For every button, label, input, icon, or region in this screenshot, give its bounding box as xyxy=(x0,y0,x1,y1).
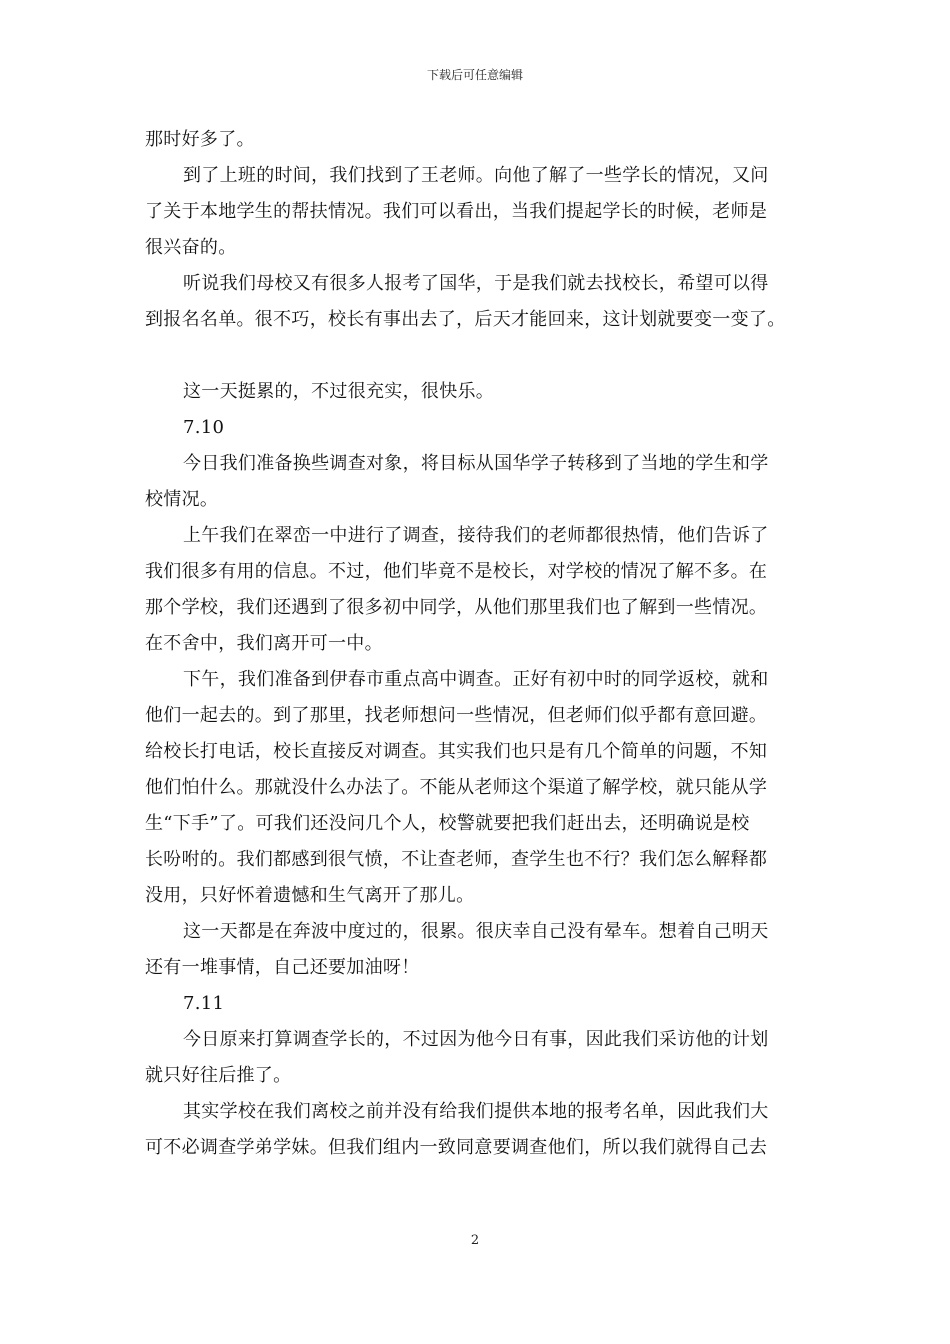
text-line: 生“下手”了。可我们还没问几个人，校警就要把我们赶出去，还明确说是校 xyxy=(145,813,750,834)
text-line: 我们很多有用的信息。不过，他们毕竟不是校长，对学校的情况了解不多。在 xyxy=(145,561,768,582)
text-line: 其实学校在我们离校之前并没有给我们提供本地的报考名单，因此我们大 xyxy=(183,1101,769,1122)
text-line: 那个学校，我们还遇到了很多初中同学，从他们那里我们也了解到一些情况。 xyxy=(145,597,768,618)
date-heading: 7.10 xyxy=(183,417,225,438)
text-line: 下午，我们准备到伊春市重点高中调查。正好有初中时的同学返校，就和 xyxy=(183,669,769,690)
text-line: 长吩咐的。我们都感到很气愤，不让查老师，查学生也不行？我们怎么解释都 xyxy=(145,849,768,870)
text-line: 听说我们母校又有很多人报考了国华，于是我们就去找校长，希望可以得 xyxy=(183,273,769,294)
text-line: 在不舍中，我们离开可一中。 xyxy=(145,633,383,654)
text-line: 上午我们在翠峦一中进行了调查，接待我们的老师都很热情，他们告诉了 xyxy=(183,525,769,546)
text-line: 他们一起去的。到了那里，找老师想问一些情况，但老师们似乎都有意回避。 xyxy=(145,705,768,726)
text-line: 到报名名单。很不巧，校长有事出去了，后天才能回来，这计划就要变一变了。 xyxy=(145,309,786,330)
text-line: 就只好往后推了。 xyxy=(145,1065,292,1086)
text-line: 还有一堆事情，自己还要加油呀！ xyxy=(145,957,420,978)
text-line: 可不必调查学弟学妹。但我们组内一致同意要调查他们，所以我们就得自己去 xyxy=(145,1137,768,1158)
page-number: 2 xyxy=(470,1233,480,1248)
text-line: 没用，只好怀着遗憾和生气离开了那儿。 xyxy=(145,885,475,906)
text-line: 了关于本地学生的帮扶情况。我们可以看出，当我们提起学长的时候，老师是 xyxy=(145,201,768,222)
text-line: 今日我们准备换些调查对象，将目标从国华学子转移到了当地的学生和学 xyxy=(183,453,769,474)
text-line: 他们怕什么。那就没什么办法了。不能从老师这个渠道了解学校，就只能从学 xyxy=(145,777,768,798)
paragraph-gap xyxy=(145,338,835,374)
date-heading: 7.11 xyxy=(183,993,225,1014)
text-line: 这一天挺累的，不过很充实，很快乐。 xyxy=(183,381,495,402)
text-line: 很兴奋的。 xyxy=(145,237,237,258)
text-line: 那时好多了。 xyxy=(145,129,255,150)
text-line: 这一天都是在奔波中度过的，很累。很庆幸自己没有晕车。想着自己明天 xyxy=(183,921,769,942)
text-line: 到了上班的时间，我们找到了王老师。向他了解了一些学长的情况，又问 xyxy=(183,165,769,186)
text-line: 校情况。 xyxy=(145,489,219,510)
text-line: 给校长打电话，校长直接反对调查。其实我们也只是有几个简单的问题，不知 xyxy=(145,741,768,762)
text-line: 今日原来打算调查学长的，不过因为他今日有事，因此我们采访他的计划 xyxy=(183,1029,769,1050)
document-body xyxy=(145,122,835,1166)
page-header: 下载后可任意编辑 xyxy=(426,68,523,82)
